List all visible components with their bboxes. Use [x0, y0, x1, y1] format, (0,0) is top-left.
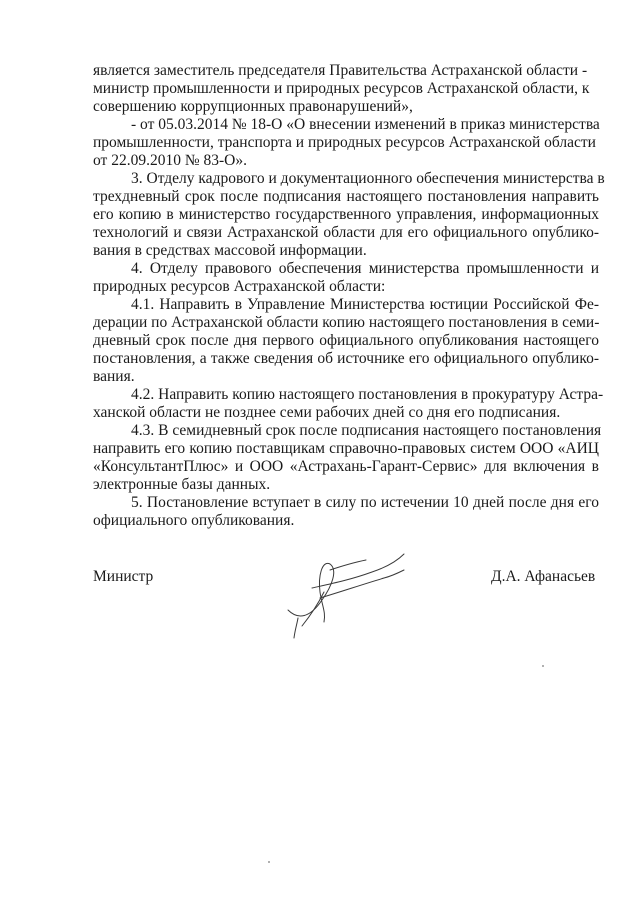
text-line: дерации по Астраханской области копию настоящего постановления в семи-	[93, 314, 600, 331]
scan-speck	[542, 665, 544, 667]
text-line: «КонсультантПлюс» и ООО «Астрахань-Гарант-Сервис» для включения в	[93, 458, 599, 475]
text-line: от 22.09.2010 № 83-О».	[93, 152, 247, 169]
text-line: 4.1. Направить в Управление Министерства юстиции Российской Фе-	[131, 296, 599, 313]
text-line: 5. Постановление вступает в силу по истечении 10 дней после дня его	[131, 494, 599, 511]
text-line: его копию в министерство государственного управления, информационных	[93, 206, 599, 223]
text-line: вания.	[93, 368, 135, 385]
text-line: промышленности, транспорта и природных ресурсов Астраханской области	[93, 134, 596, 151]
text-line: официального опубликования.	[93, 512, 295, 529]
text-line: технологий и связи Астраханской области для его официального опублико-	[93, 224, 599, 241]
text-line: ханской области не позднее семи рабочих дней со дня его подписания.	[93, 404, 561, 421]
text-line: 4.2. Направить копию настоящего постановления в прокуратуру Астра-	[131, 386, 604, 403]
text-line: электронные базы данных.	[93, 476, 271, 493]
text-line: вания в средствах массовой информации.	[93, 242, 367, 259]
text-line: является заместитель председателя Правительства Астраханской области -	[93, 62, 588, 79]
handwritten-signature	[280, 540, 430, 640]
text-line: природных ресурсов Астраханской области:	[93, 278, 386, 295]
text-line: направить его копию поставщикам справочно-правовых систем ООО «АИЦ	[93, 440, 599, 457]
text-line: трехдневный срок после подписания настоящего постановления направить	[93, 188, 599, 205]
scan-speck	[268, 861, 270, 863]
signatory-role: Министр	[93, 568, 154, 585]
text-line: 4. Отделу правового обеспечения министерства промышленности и	[131, 260, 599, 277]
text-line: - от 05.03.2014 № 18-О «О внесении изменений в приказ министерства	[131, 116, 600, 133]
text-line: 3. Отделу кадрового и документационного обеспечения министерства в	[131, 170, 605, 187]
text-line: дневный срок после дня первого официального опубликования настоящего	[93, 332, 599, 349]
text-line: постановления, а также сведения об источнике его официального опублико-	[93, 350, 599, 367]
text-line: министр промышленности и природных ресурсов Астраханской области, к	[93, 80, 590, 97]
text-line: совершению коррупционных правонарушений»,	[93, 98, 413, 115]
signatory-name: Д.А. Афанасьев	[491, 568, 596, 585]
text-line: 4.3. В семидневный срок после подписания настоящего постановления	[131, 422, 602, 439]
